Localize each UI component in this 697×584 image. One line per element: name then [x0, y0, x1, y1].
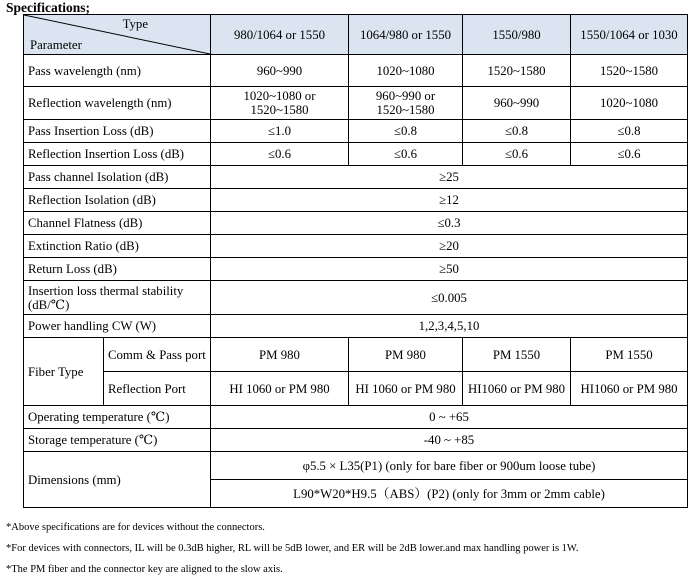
- cell-value: 1020~1080: [349, 55, 463, 87]
- row-label: Pass Insertion Loss (dB): [24, 120, 211, 143]
- cell-value: 960~990: [211, 55, 349, 87]
- cell-value: 1020~1080: [571, 87, 688, 120]
- cell-value: L90*W20*H9.5（ABS）(P2) (only for 3mm or 2mm cable): [211, 480, 688, 508]
- cell-value: ≤0.8: [463, 120, 571, 143]
- header-corner-cell: [24, 15, 211, 55]
- cell-value: 1520~1580: [571, 55, 688, 87]
- table-row: [24, 452, 688, 480]
- header-type-label: Type: [122, 17, 148, 31]
- row-sublabel: Comm & Pass port: [104, 338, 211, 372]
- row-label: Storage temperature (℃): [24, 429, 211, 452]
- cell-value: 0 ~ +65: [211, 406, 688, 429]
- row-label: Dimensions (mm): [24, 452, 211, 508]
- table-row: [24, 189, 688, 212]
- column-header: 980/1064 or 1550: [211, 15, 349, 55]
- row-label: Extinction Ratio (dB): [24, 235, 211, 258]
- cell-value: ≤0.8: [571, 120, 688, 143]
- row-label-fiber-type: Fiber Type: [24, 338, 104, 406]
- cell-value: ≥12: [211, 189, 688, 212]
- footnotes: [6, 517, 578, 580]
- cell-value: ≤0.3: [211, 212, 688, 235]
- row-label: Channel Flatness (dB): [24, 212, 211, 235]
- table-row: [24, 406, 688, 429]
- cell-value: 960~990 or 1520~1580: [349, 87, 463, 120]
- cell-value: ≥20: [211, 235, 688, 258]
- cell-value: ≤1.0: [211, 120, 349, 143]
- table-row: [24, 87, 688, 120]
- cell-value: HI 1060 or PM 980: [211, 372, 349, 406]
- cell-value: HI1060 or PM 980: [571, 372, 688, 406]
- table-row: [24, 212, 688, 235]
- cell-value: ≤0.6: [349, 143, 463, 166]
- table-header-row: [24, 15, 688, 55]
- cell-value: ≥50: [211, 258, 688, 281]
- row-label: Reflection wavelength (nm): [24, 87, 211, 120]
- row-label: Reflection Isolation (dB): [24, 189, 211, 212]
- table-row: [24, 235, 688, 258]
- cell-value: HI1060 or PM 980: [463, 372, 571, 406]
- column-header: 1550/1064 or 1030: [571, 15, 688, 55]
- cell-value: ≥25: [211, 166, 688, 189]
- specifications-table: [23, 14, 688, 508]
- cell-value: ≤0.6: [463, 143, 571, 166]
- cell-value: ≤0.005: [211, 281, 688, 315]
- column-header: 1064/980 or 1550: [349, 15, 463, 55]
- table-row: [24, 372, 688, 406]
- table-row: [24, 166, 688, 189]
- table-row: [24, 338, 688, 372]
- column-header: 1550/980: [463, 15, 571, 55]
- page-title: Specifications;: [6, 0, 90, 15]
- row-label: Pass wavelength (nm): [24, 55, 211, 87]
- header-parameter-label: Parameter: [30, 38, 82, 52]
- cell-value: ≤0.8: [349, 120, 463, 143]
- footnote: *The PM fiber and the connector key are aligned to the slow axis.: [6, 564, 283, 575]
- cell-value: 960~990: [463, 87, 571, 120]
- row-label: Insertion loss thermal stability (dB/℃): [24, 281, 211, 315]
- footnote: *For devices with connectors, IL will be 0.3dB higher, RL will be 5dB lower, and ER will be 2dB lower.and max handling power is 1W.: [6, 543, 579, 554]
- cell-value: PM 1550: [571, 338, 688, 372]
- cell-value: PM 1550: [463, 338, 571, 372]
- cell-value: 1,2,3,4,5,10: [211, 315, 688, 338]
- cell-value: PM 980: [349, 338, 463, 372]
- cell-value: PM 980: [211, 338, 349, 372]
- table-row: [24, 55, 688, 87]
- table-row: [24, 120, 688, 143]
- row-sublabel: Reflection Port: [104, 372, 211, 406]
- row-label: Operating temperature (℃): [24, 406, 211, 429]
- table-row: [24, 143, 688, 166]
- row-label: Pass channel Isolation (dB): [24, 166, 211, 189]
- row-label: Reflection Insertion Loss (dB): [24, 143, 211, 166]
- table-row: [24, 429, 688, 452]
- footnote: *Above specifications are for devices without the connectors.: [6, 522, 265, 533]
- cell-value: 1520~1580: [463, 55, 571, 87]
- table-row: [24, 315, 688, 338]
- row-label: Return Loss (dB): [24, 258, 211, 281]
- table-row: [24, 258, 688, 281]
- cell-value: -40 ~ +85: [211, 429, 688, 452]
- cell-value: HI 1060 or PM 980: [349, 372, 463, 406]
- cell-value: ≤0.6: [211, 143, 349, 166]
- cell-value: ≤0.6: [571, 143, 688, 166]
- cell-value: φ5.5 × L35(P1) (only for bare fiber or 900um loose tube): [211, 452, 688, 480]
- cell-value: 1020~1080 or 1520~1580: [211, 87, 349, 120]
- row-label: Power handling CW (W): [24, 315, 211, 338]
- table-row: [24, 281, 688, 315]
